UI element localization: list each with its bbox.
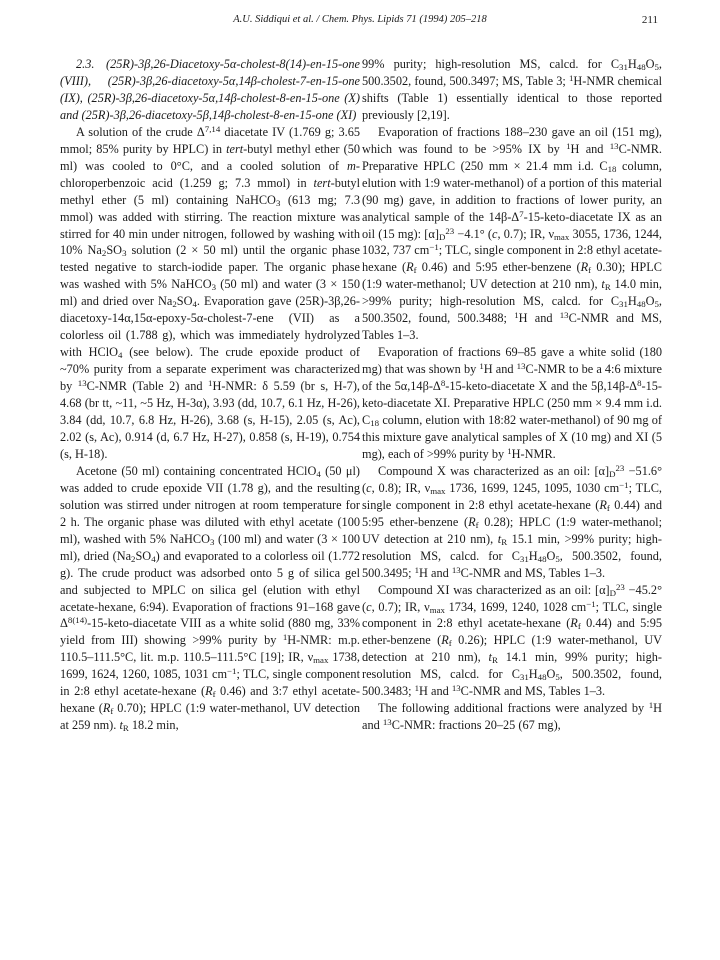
- section-heading-text: (25R)-3β,26-Diacetoxy-5α-cholest-8(14)-en-15-one (VIII), (25R)-3β,26-diacetoxy-5α,14β-cholest-7-en-15-one (IX), (25R)-3β,26-diacetoxy-5α,14β-cholest-8-en-15-one (X) and (25R)-3β,26-diacetoxy-5β,14β-cholest-8-en-15-one (XI): [60, 57, 360, 122]
- left-column: [60, 56, 360, 734]
- paragraph: Evaporation of fractions 69–85 gave a white solid (180 mg) that was shown by $^1$H and $^{13}$C-NMR to be a 4:6 mixture of the $5\alpha,14\beta-\Delta^8-15-keto$-diacetate X and the $5\beta,14\beta-\Delta^8-15-keto$-diacetate XI. Preparative HPLC (250 mm × 9.4 mm i.d. $C_{18}$ column, elution with 18:82 water-methanol) of 90 mg of this mixture gave analytical samples of X (10 mg) and XI (5 mg), each of >99% purity by $^1$H-NMR.: [362, 345, 663, 461]
- running-header: [62, 12, 658, 32]
- right-column: [362, 56, 662, 734]
- running-title: A.U. Siddiqui et al. / Chem. Phys. Lipids 71 (1994) 205–218: [233, 14, 487, 25]
- section-number: 2.3.: [76, 57, 95, 71]
- paragraph: Compound X was characterized as an oil: $[\alpha]_D^{23} -51.6^\circ$ (c, 0.8); IR, $\nu_{max}$ 1736, 1699, 1245, 1095, 1030 $cm^{-1}$; TLC, single component in 2:8 ethyl acetate-hexane ($R_f$ 0.44) and 5:95 ether-benzene ($R_f$ 0.28); HPLC (1:9 water-methanol; UV detection at 210 nm), $t_R$ 15.1 min, >99% purity; high-resolution MS, calcd. for $C_{31}H_{48}O_5$, 500.3502, found, 500.3495; $^1$H and $^{13}$C-NMR and MS, Tables 1–3.: [362, 462, 662, 580]
- paragraph: Acetone (50 ml) containing concentrated HClO$_4$ (50 μl) was added to crude epoxide VII (1.78 g), and the resulting solution was stirred under nitrogen at room temperature for 2 h. The organic phase was diluted with ethyl acetate (100 ml), washed with 5% NaHCO$_3$ (100 ml) and water (3 × 100 ml), dried $(Na_2SO_4)$ and evaporated to a colorless oil (1.772 g). The crude product was adsorbed onto 5 g of silica gel and subjected to MPLC on silica gel (elution with ethyl acetate-hexane, 6:94). Evaporation of fractions 91–168 gave $\Delta^{8(14)}-15-keto$-diacetate VIII as a white solid (880 mg, 33% yield from III) showing >99% purity by $^1$H-NMR: m.p. 110.5–111.5°C, lit. m.p. 110.5–111.5°C [19]; IR, $\nu_{max}$ 1738, 1699, 1624, 1260, 1085, 1031 $cm^{-1}$; TLC, single component in 2:8 ethyl acetate-hexane ($R_f$ 0.46) and 3:7 ethyl acetate-hexane ($R_f$ 0.70); HPLC (1:9 water-methanol, UV detection at 259 nm). $t_R$ 18.2 min,: [60, 463, 361, 734]
- paragraph: The following additional fractions were analyzed by $^1$H and $^{13}$C-NMR: fractions 20–25 (67 mg),: [362, 700, 662, 733]
- paragraph: Evaporation of fractions 188–230 gave an oil (151 mg), which was found to be >95% IX by $^1$H and $^{13}$C-NMR. Preparative HPLC (250 mm × 21.4 mm i.d. $C_{18}$ column, elution with 1:9 water-methanol) of a portion of this material (90 mg) gave, in addition to fractions of lower purity, an analytical sample of the $14\beta-\Delta^7-15-keto$-diacetate IX as an oil (15 mg): $[\alpha]_D^{23} -4.1^\circ$ (c, 0.7); IR, $\nu_{max}$ 3055, 1736, 1244, 1032, 737 $cm^{-1}$; TLC, single component in 2:8 ethyl acetate-hexane ($R_f$ 0.46) and 5:95 ether-benzene ($R_f$ 0.30); HPLC (1:9 water-methanol; UV detection at 210 nm), $t_R$ 14.0 min, >99% purity; high-resolution MS, calcd. for $C_{31}H_{48}O_5$, 500.3502, found, 500.3488; $^1$H and $^{13}$C-NMR and MS, Tables 1–3.: [362, 124, 662, 343]
- section-heading: [60, 56, 360, 124]
- paragraph: Compound XI was characterized as an oil: $[\alpha]_D^{23} -45.2^\circ$ (c, 0.7); IR, $\nu_{max}$ 1734, 1699, 1240, 1028 $cm^{-1}$; TLC, single component in 2:8 ethyl acetate-hexane ($R_f$ 0.44) and 5:95 ether-benzene ($R_f$ 0.26); HPLC (1:9 water-methanol, UV detection at 210 nm), $t_R$ 14.1 min, 99% purity; high-resolution MS, calcd. for $C_{31}H_{48}O_5$, 500.3502, found, 500.3483; $^1$H and $^{13}$C-NMR and MS, Tables 1–3.: [362, 581, 662, 699]
- page-number: 211: [641, 14, 658, 26]
- paragraph: 99% purity; high-resolution MS, calcd. for $C_{31}H_{48}O_5$, 500.3502, found, 500.3497; MS, Table 3; $^1$H-NMR chemical shifts (Table 1) essentially identical to those reported previously [2,19].: [362, 57, 662, 122]
- paragraph: A solution of the crude Δ$^{7,14}$ diacetate IV (1.769 g; 3.65 mmol; 85% purity by HPLC) in tert-butyl methyl ether (50 ml) was cooled to 0°C, and a cooled solution of m-chloroperbenzoic acid (1.259 g; 7.3 mmol) in tert-butyl methyl ether (5 ml) containing NaHCO$_3$ (613 mg; 7.3 mmol) was added with stirring. The reaction mixture was stirred for 40 min under nitrogen, followed by washing with 10% $Na_2SO_3$ solution (2 × 50 ml) until the organic phase tested negative to starch-iodide paper. The organic phase was washed with 5% NaHCO$_3$ (50 ml) and water (3 × 150 ml) and dried over $Na_2SO_4$. Evaporation gave (25R)-3β,26-diacetoxy-14α,15α-epoxy-5α-cholest-7-ene (VII) as a colorless oil (1.788 g), which was immediately hydrolyzed with HClO$_4$ (see below). The crude epoxide product of ~70% purity from a separate experiment was characterized by $^{13}$C-NMR (Table 2) and $^1$H-NMR: δ 5.59 (br s, H-7), 4.68 (br tt, ~11, ~5 Hz, H-3α), 3.93 (dd, 10.7, 6.1 Hz, H-26), 3.84 (dd, 10.7, 6.8 Hz, H-26), 3.68 (s, H-15), 2.05 (s, Ac), 2.02 (s, Ac), 0.914 (d, 6.7 Hz, H-27), 0.858 (s, H-19), 0.754 (s, H-18).: [60, 123, 361, 461]
